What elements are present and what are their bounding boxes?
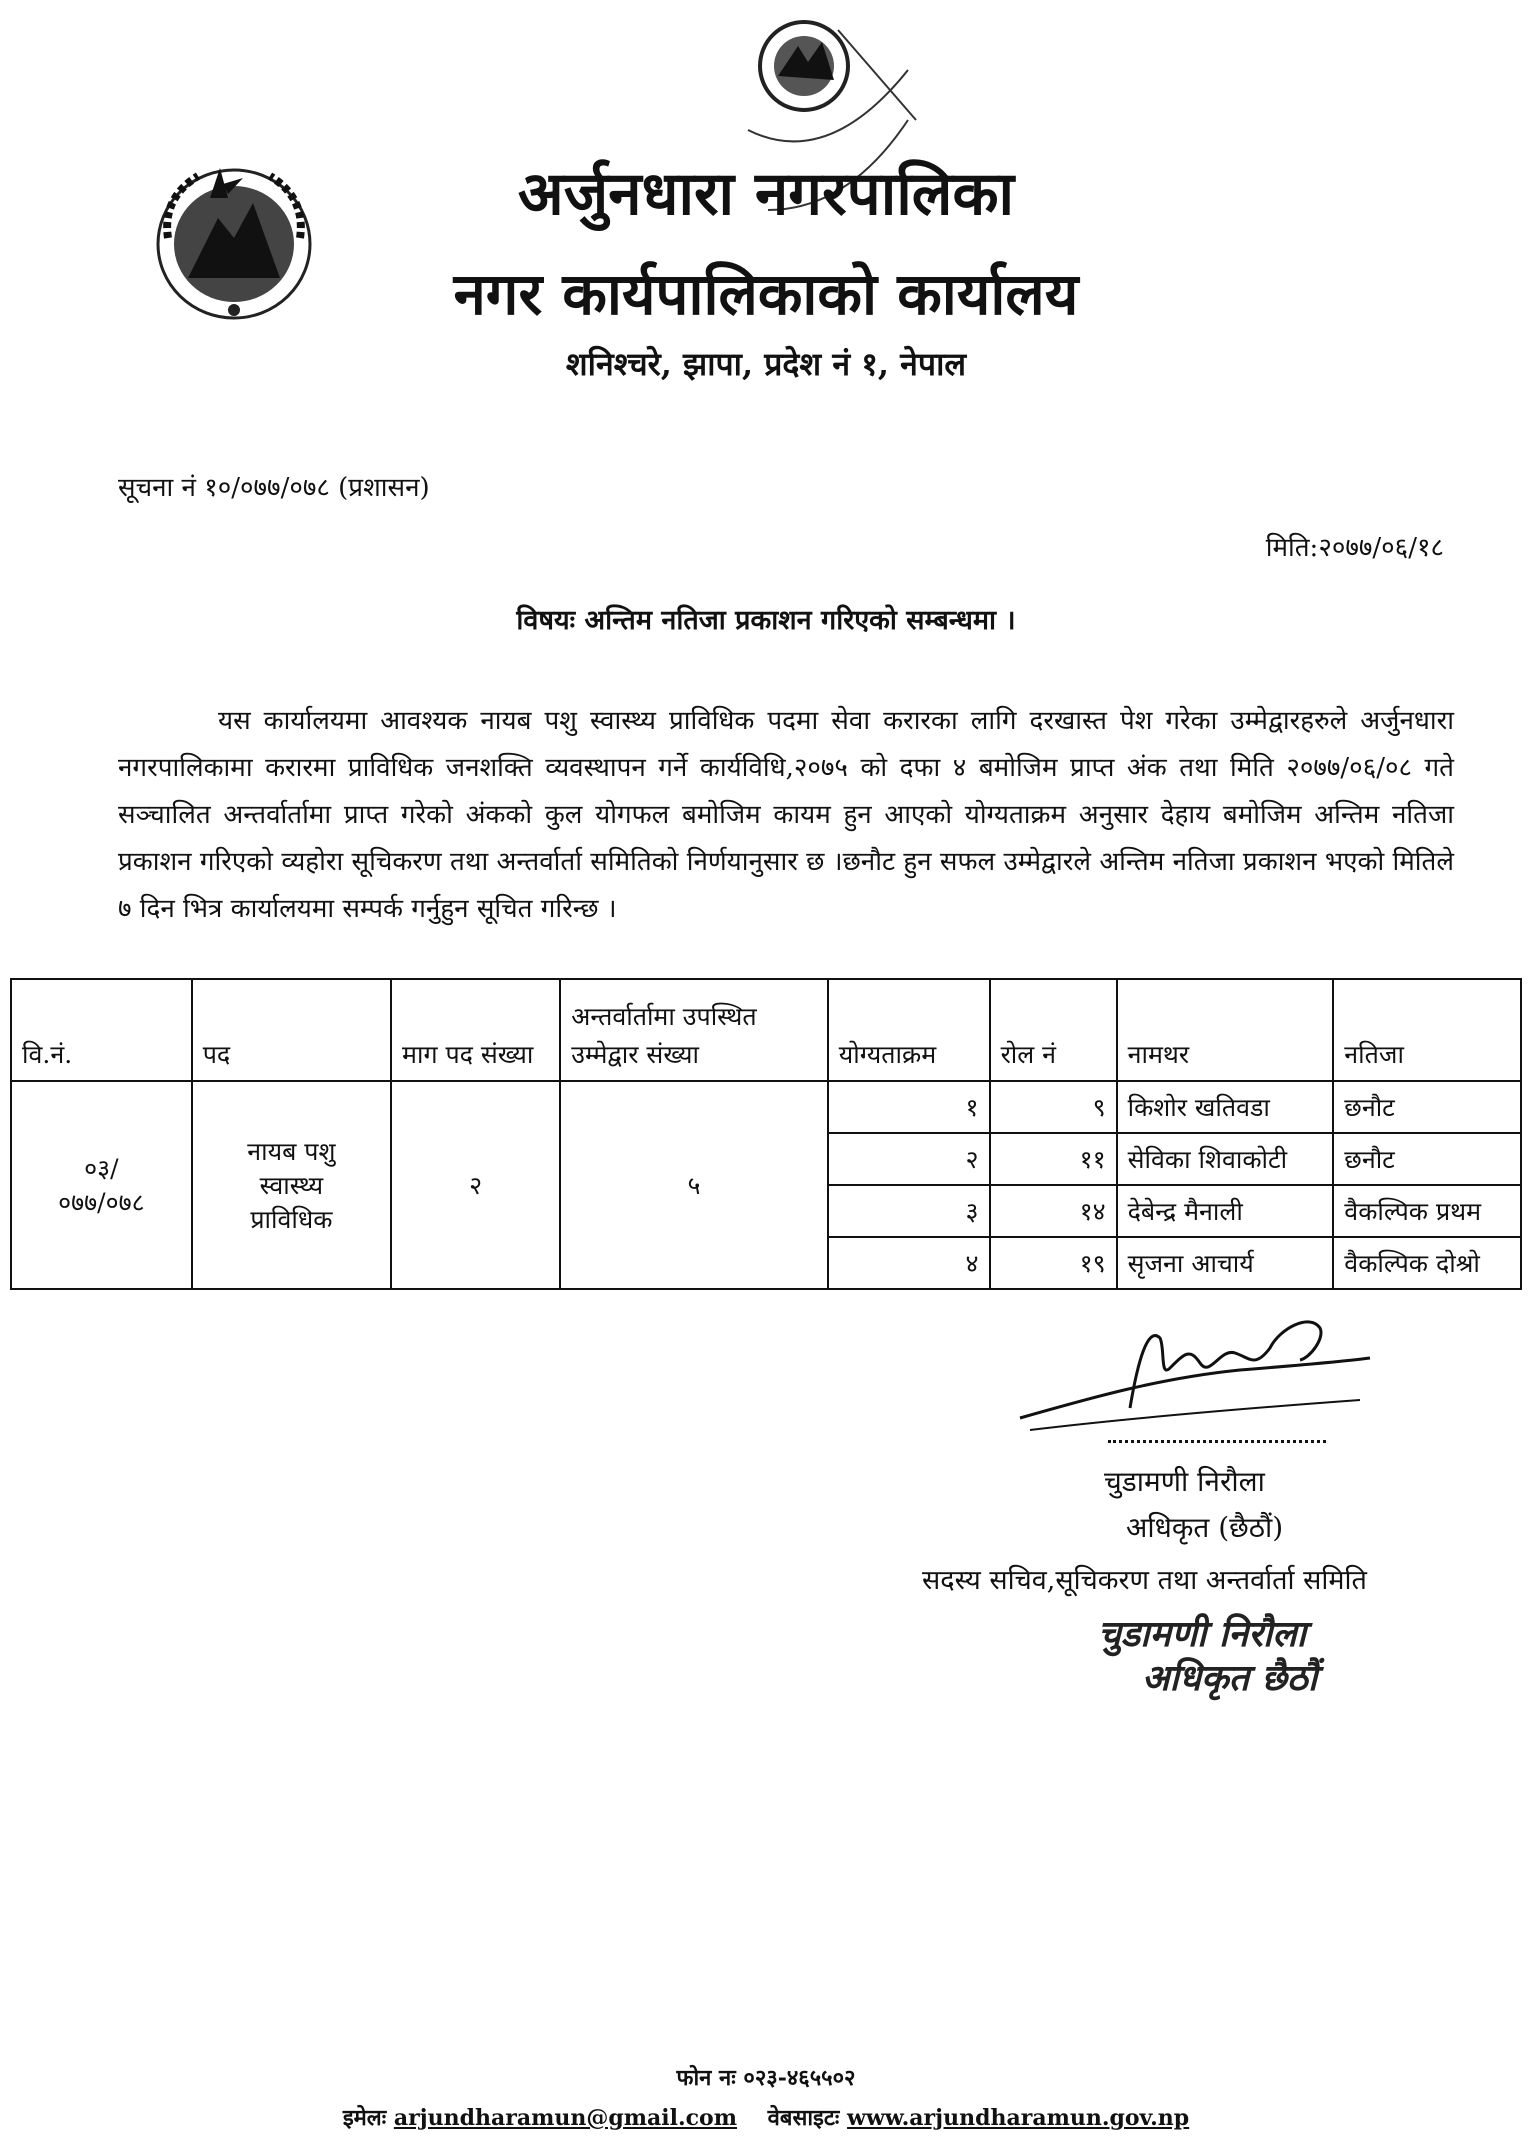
handwritten-signature bbox=[1010, 1308, 1380, 1438]
footer-contact bbox=[0, 2102, 1532, 2132]
cell-sn: ०३/ ०७७/०७८ bbox=[11, 1081, 192, 1289]
office-address: शनिश्चरे, झापा, प्रदेश नं १, नेपाल bbox=[565, 345, 967, 383]
signature-line bbox=[1108, 1440, 1326, 1443]
cell-name: सृजना आचार्य bbox=[1117, 1237, 1334, 1289]
cell-rank: ३ bbox=[828, 1185, 990, 1237]
table-row bbox=[11, 1081, 1521, 1133]
office-subtitle: नगर कार्यपालिकाको कार्यालय bbox=[453, 260, 1079, 328]
cell-post: नायब पशु स्वास्थ्य प्राविधिक bbox=[192, 1081, 391, 1289]
cell-result: वैकल्पिक दोश्रो bbox=[1333, 1237, 1521, 1289]
cell-roll: ९ bbox=[990, 1081, 1117, 1133]
cell-result: छनौट bbox=[1333, 1081, 1521, 1133]
header-rank: योग्यताक्रम bbox=[828, 979, 990, 1081]
signer-role: सदस्य सचिव,सूचिकरण तथा अन्तर्वार्ता समिति bbox=[922, 1565, 1367, 1596]
cell-roll: १९ bbox=[990, 1237, 1117, 1289]
website-link[interactable]: www.arjundharamun.gov.np bbox=[847, 2105, 1190, 2131]
header-roll: रोल नं bbox=[990, 979, 1117, 1081]
notice-number: सूचना नं १०/०७७/०७८ (प्रशासन) bbox=[118, 473, 430, 503]
website-label: वेबसाइटः bbox=[767, 2105, 840, 2131]
header-sn: वि.नं. bbox=[11, 979, 192, 1081]
cell-rank: ४ bbox=[828, 1237, 990, 1289]
name-stamp-name: चुडामणी निरौला bbox=[1098, 1613, 1306, 1655]
cell-demand: २ bbox=[391, 1081, 560, 1289]
signer-post: अधिकृत (छैठौं) bbox=[1126, 1511, 1284, 1544]
header-result: नतिजा bbox=[1333, 979, 1521, 1081]
cell-name: देबेन्द्र मैनाली bbox=[1117, 1185, 1334, 1237]
cell-result: छनौट bbox=[1333, 1133, 1521, 1185]
table-header-row bbox=[11, 979, 1521, 1081]
cell-roll: ११ bbox=[990, 1133, 1117, 1185]
email-link[interactable]: arjundharamun@gmail.com bbox=[393, 2105, 738, 2131]
cell-rank: १ bbox=[828, 1081, 990, 1133]
name-stamp bbox=[1098, 1612, 1317, 1700]
header-attended: अन्तर्वार्तामा उपस्थित उम्मेद्वार संख्या bbox=[560, 979, 828, 1081]
name-stamp-post: अधिकृत छैठौं bbox=[1142, 1657, 1318, 1699]
notice-body: यस कार्यालयमा आवश्यक नायब पशु स्वास्थ्य प्राविधिक पदमा सेवा करारका लागि दरखास्त पेश गरेका उम्मेद्वारहरुले अर्जुनधारा नगरपालिकामा करारमा प्राविधिक जनशक्ति व्यवस्थापन गर्ने कार्यविधि,२०७५ को दफा ४ बमोजिम प्राप्त अंक तथा मिति २०७७/०६/०८ गते सञ्चालित अन्तर्वार्तामा प्राप्त गरेको अंकको कुल योगफल बमोजिम कायम हुन आएको योग्यताक्रम अनुसार देहाय बमोजिम अन्तिम नतिजा प्रकाशन गरिएको व्यहोरा सूचिकरण तथा अन्तर्वार्ता समितिको निर्णयानुसार छ ।छनौट हुन सफल उम्मेद्वारले अन्तिम नतिजा प्रकाशन भएको मितिले ७ दिन भित्र कार्यालयमा सम्पर्क गर्नुहुन सूचित गरिन्छ । bbox=[118, 706, 1454, 924]
notice-date: मिति:२०७७/०६/१८ bbox=[1265, 533, 1444, 563]
email-label: इमेलः bbox=[342, 2105, 387, 2131]
signer-name: चुडामणी निरौला bbox=[1104, 1465, 1265, 1498]
header-demand: माग पद संख्या bbox=[391, 979, 560, 1081]
notice-subject: विषयः अन्तिम नतिजा प्रकाशन गरिएको सम्बन्धमा । bbox=[516, 605, 1016, 636]
cell-name: सेविका शिवाकोटी bbox=[1117, 1133, 1334, 1185]
header-post: पद bbox=[192, 979, 391, 1081]
phone-label: फोन नः bbox=[676, 2065, 736, 2091]
results-table bbox=[10, 978, 1522, 1290]
header-name: नामथर bbox=[1117, 979, 1334, 1081]
cell-rank: २ bbox=[828, 1133, 990, 1185]
office-title: अर्जुनधारा नगरपालिका bbox=[517, 159, 1015, 229]
cell-roll: १४ bbox=[990, 1185, 1117, 1237]
footer-phone bbox=[0, 2062, 1532, 2092]
phone-number: ०२३-४६५५०२ bbox=[743, 2065, 856, 2091]
cell-name: किशोर खतिवडा bbox=[1117, 1081, 1334, 1133]
cell-attended: ५ bbox=[560, 1081, 828, 1289]
cell-result: वैकल्पिक प्रथम bbox=[1333, 1185, 1521, 1237]
